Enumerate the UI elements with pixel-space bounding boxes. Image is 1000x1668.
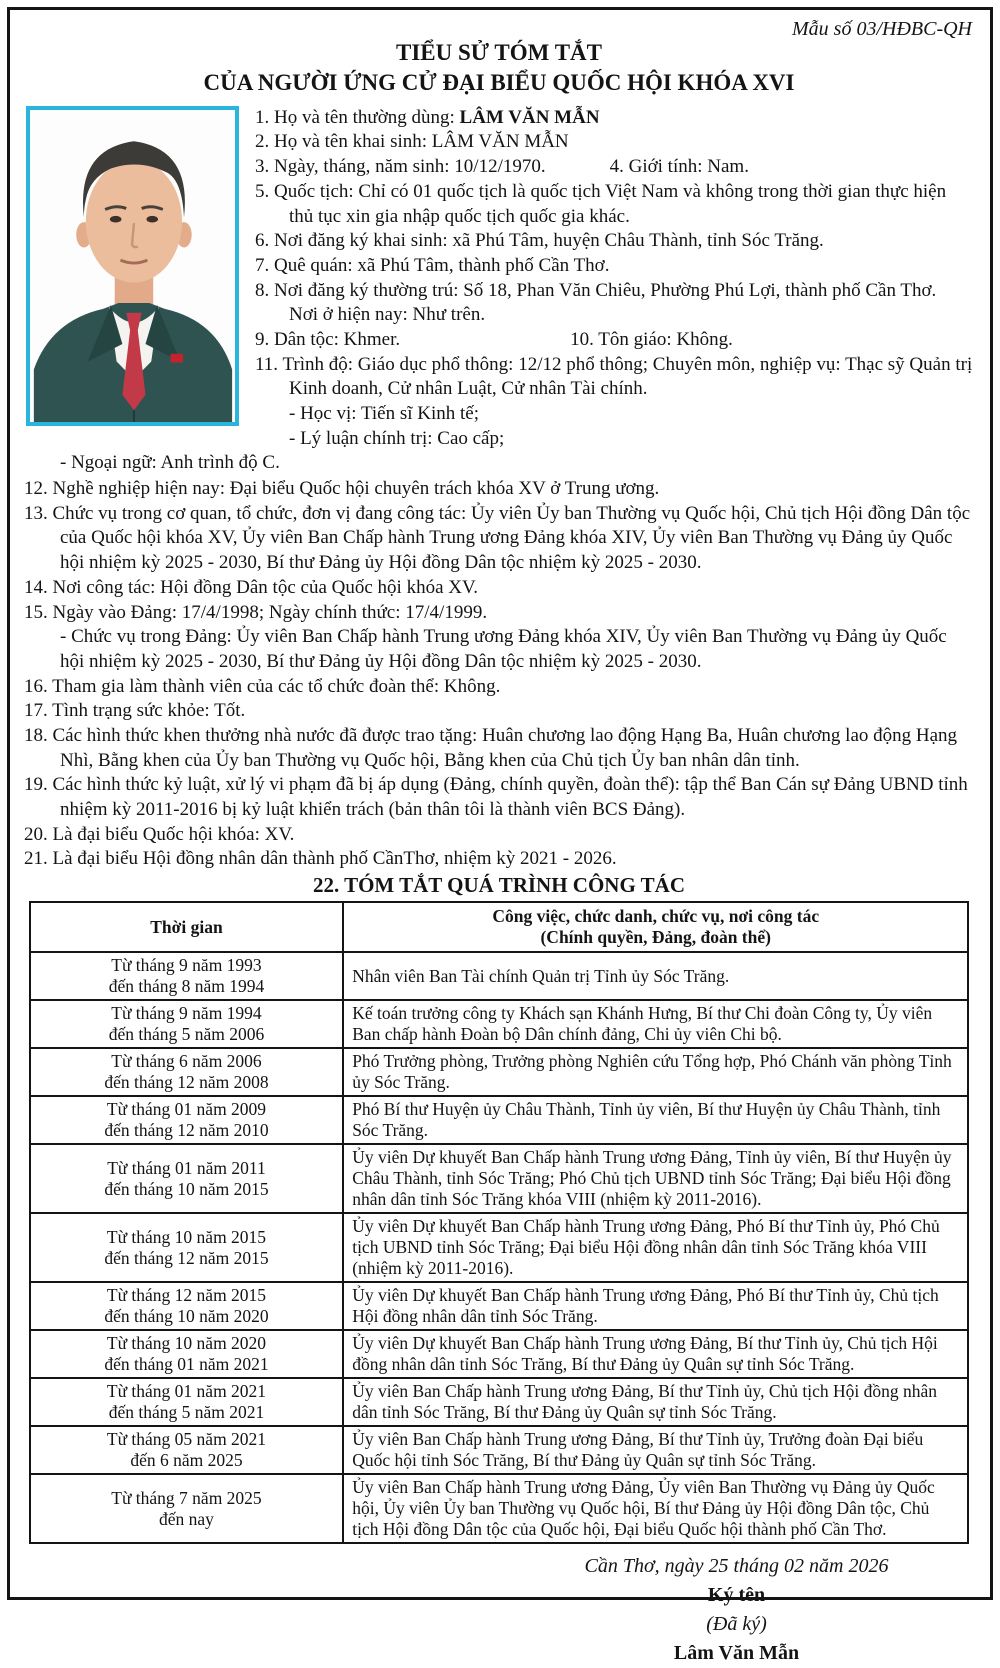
job-cell: Ủy viên Ban Chấp hành Trung ương Đảng, Bí thư Tỉnh ủy, Trưởng đoàn Đại biểu Quốc hội tỉnh Sóc Trăng, Bí thư Đảng ủy Quân sự tỉnh Sóc Trăng. — [343, 1426, 968, 1474]
table-row — [30, 1378, 969, 1426]
form-number: Mẫu số 03/HĐBC-QH — [792, 18, 972, 40]
job-cell: Ủy viên Dự khuyết Ban Chấp hành Trung ương Đảng, Tỉnh ủy viên, Bí thư Huyện ủy Châu Thành, tỉnh Sóc Trăng; Phó Chủ tịch UBND tỉnh Sóc Trăng; Đại biểu Hội đồng nhân dân tỉnh Sóc Trăng khóa VIII (nhiệm kỳ 2011-2016). — [343, 1144, 968, 1213]
time-line: đến tháng 5 năm 2006 — [108, 1024, 265, 1045]
time-line: Từ tháng 9 năm 1993 — [111, 955, 262, 976]
item-text: Tình trạng sức khỏe: Tốt. — [52, 700, 246, 722]
job-cell: Phó Bí thư Huyện ủy Châu Thành, Tỉnh ủy viên, Bí thư Huyện ủy Châu Thành, tỉnh Sóc Trăng. — [343, 1096, 968, 1144]
signature-name: Lâm Văn Mẫn — [673, 1642, 800, 1665]
item-bold-value: LÂM VĂN MẪN — [459, 106, 600, 128]
table-row — [30, 952, 969, 1000]
item-number: 12. — [24, 478, 53, 500]
item-number: 20. — [24, 823, 53, 845]
document-sheet — [7, 7, 993, 1665]
career-section-title: 22. TÓM TẮT QUÁ TRÌNH CÔNG TÁC — [312, 873, 686, 898]
career-table-header-row — [30, 902, 969, 952]
item-number: 16. — [24, 675, 53, 697]
job-cell: Ủy viên Dự khuyết Ban Chấp hành Trung ương Đảng, Phó Bí thư Tỉnh ủy, Phó Chủ tịch UBND tỉnh Sóc Trăng; Đại biểu Hội đồng nhân dân tỉnh Sóc Trăng khóa VIII (nhiệm kỳ 2011-2016). — [343, 1213, 968, 1282]
item-sub-line: - Lý luận chính trị: Cao cấp; — [289, 427, 505, 449]
document-title-line1: TIỂU SỬ TÓM TẮT — [396, 40, 602, 65]
time-line: đến tháng 10 năm 2015 — [104, 1178, 269, 1199]
bio-item — [24, 773, 974, 822]
table-row — [30, 1144, 969, 1213]
bio-item — [255, 353, 974, 402]
table-row — [30, 1048, 969, 1096]
bio-item — [24, 576, 974, 601]
table-header-job-line1: Công việc, chức danh, chức vụ, nơi công tác — [492, 906, 820, 927]
item-text: Quê quán: xã Phú Tâm, thành phố Cần Thơ. — [274, 254, 610, 276]
candidate-photo — [26, 106, 239, 426]
time-line: Từ tháng 05 năm 2021 — [106, 1429, 267, 1450]
item-number: 18. — [24, 724, 53, 746]
inline-item-text: 10. Tôn giáo: Không. — [570, 328, 733, 350]
time-line: đến tháng 01 năm 2021 — [104, 1354, 269, 1375]
signature-label: Ký tên — [707, 1584, 766, 1607]
time-line: đến tháng 12 năm 2010 — [104, 1120, 269, 1141]
item-text: Các hình thức kỷ luật, xử lý vi phạm đã bị áp dụng (Đảng, chính quyền, đoàn thể): tập thể Ban Cán sự Đảng UBND tỉnh nhiệm kỳ 2011-2016 bị kỷ luật khiển trách (bản thân tôi là thành viên BCS Đảng). — [52, 774, 968, 821]
item-number: 5. — [255, 180, 274, 202]
item-number: 2. — [255, 131, 274, 153]
item-number: 21. — [24, 848, 53, 870]
time-cell — [30, 1474, 343, 1543]
time-cell — [30, 1330, 343, 1378]
time-line: đến tháng 5 năm 2021 — [108, 1402, 265, 1423]
table-row — [30, 1000, 969, 1048]
table-row — [30, 1474, 969, 1543]
document-title-line2: CỦA NGƯỜI ỨNG CỬ ĐẠI BIỂU QUỐC HỘI KHÓA XVI — [203, 69, 795, 95]
job-cell: Kế toán trưởng công ty Khách sạn Khánh Hưng, Bí thư Chi đoàn Công ty, Ủy viên Ban chấp hành Đoàn bộ Dân chính đảng, Chi ủy viên Chi bộ. — [343, 1000, 968, 1048]
bio-item — [24, 675, 974, 700]
bio-item — [255, 279, 974, 304]
item-sub-line: Nơi ở hiện nay: Như trên. — [289, 304, 486, 326]
language-line: - Ngoại ngữ: Anh trình độ C. — [60, 452, 280, 474]
item-number: 19. — [24, 774, 53, 796]
table-header-job — [343, 902, 968, 952]
item-sub-line: - Chức vụ trong Đảng: Ủy viên Ban Chấp hành Trung ương Đảng khóa XIV, Ủy viên Ban Thường vụ Đảng ủy Quốc hội nhiệm kỳ 2025 - 2030, Bí thư Đảng ủy Hội đồng Dân tộc nhiệm kỳ 2025 - 2030. — [60, 626, 947, 672]
bio-item — [24, 601, 974, 626]
table-header-time: Thời gian — [30, 902, 343, 952]
time-cell — [30, 1213, 343, 1282]
portrait-illustration — [30, 110, 235, 422]
table-row — [30, 1330, 969, 1378]
table-row — [30, 1426, 969, 1474]
bio-item — [255, 328, 974, 353]
bio-item — [24, 502, 974, 576]
table-row — [30, 1096, 969, 1144]
item-text: Quốc tịch: Chỉ có 01 quốc tịch là quốc tịch Việt Nam và không trong thời gian thực hiện thủ tục xin gia nhập quốc tịch quốc gia khác. — [274, 180, 947, 227]
time-cell — [30, 1096, 343, 1144]
career-table-body — [30, 952, 969, 1543]
item-number: 1. — [255, 106, 274, 128]
time-cell — [30, 1144, 343, 1213]
career-table — [29, 901, 970, 1544]
item-text: Họ và tên thường dùng: — [274, 106, 460, 128]
signature-block — [518, 1552, 955, 1668]
time-cell — [30, 1000, 343, 1048]
time-line: Từ tháng 9 năm 1994 — [111, 1003, 262, 1024]
item-text: Chức vụ trong cơ quan, tổ chức, đơn vị đang công tác: Ủy viên Ủy ban Thường vụ Quốc hội, Chủ tịch Hội đồng Dân tộc của Quốc hội khóa XV, Ủy viên Ban Chấp hành Trung ương Đảng khóa XIV, Ủy viên Ban Thường vụ Đảng ủy Quốc hội nhiệm kỳ 2025 - 2030, Bí thư Đảng ủy Hội đồng Dân tộc nhiệm kỳ 2025 - 2030. — [52, 502, 971, 574]
job-cell: Ủy viên Dự khuyết Ban Chấp hành Trung ương Đảng, Bí thư Tỉnh ủy, Chủ tịch Hội đồng nhân dân tỉnh Sóc Trăng, Bí thư Đảng ủy Quân sự tỉnh Sóc Trăng. — [343, 1330, 968, 1378]
item-number: 8. — [255, 279, 274, 301]
job-cell: Nhân viên Ban Tài chính Quản trị Tỉnh ủy Sóc Trăng. — [343, 952, 968, 1000]
bio-item — [255, 229, 974, 254]
time-line: Từ tháng 01 năm 2011 — [107, 1157, 266, 1178]
item-text: Nơi đăng ký khai sinh: xã Phú Tâm, huyện Châu Thành, tỉnh Sóc Trăng. — [274, 230, 824, 252]
time-line: đến nay — [159, 1508, 214, 1529]
table-row — [30, 1213, 969, 1282]
item-text: Là đại biểu Hội đồng nhân dân thành phố CầnThơ, nhiệm kỳ 2021 - 2026. — [52, 848, 617, 870]
item-text: Họ và tên khai sinh: LÂM VĂN MẪN — [274, 131, 569, 153]
time-line: Từ tháng 12 năm 2015 — [106, 1285, 267, 1306]
table-header-job-line2: (Chính quyền, Đảng, đoàn thể) — [540, 927, 771, 948]
item-text: Là đại biểu Quốc hội khóa: XV. — [52, 823, 295, 845]
item-text: Nơi đăng ký thường trú: Số 18, Phan Văn Chiêu, Phường Phú Lợi, thành phố Cần Thơ. — [274, 279, 937, 301]
item-text: Tham gia làm thành viên của các tổ chức đoàn thể: Không. — [52, 675, 501, 697]
bio-items-beside-photo — [239, 106, 974, 452]
signature-place-date: Cần Thơ, ngày 25 tháng 02 năm 2026 — [584, 1555, 889, 1578]
bio-item — [24, 847, 974, 872]
document-title — [24, 38, 974, 98]
item-number: 7. — [255, 254, 274, 276]
bio-item — [255, 180, 974, 229]
bio-item — [255, 254, 974, 279]
item-sub-line: - Học vị: Tiến sĩ Kinh tế; — [289, 403, 480, 425]
bio-item — [255, 106, 974, 131]
bio-items-full-width — [24, 477, 974, 872]
signature-signed-note: (Đã ký) — [706, 1613, 767, 1636]
time-line: đến tháng 12 năm 2008 — [104, 1072, 269, 1093]
table-row — [30, 1282, 969, 1330]
time-cell — [30, 1282, 343, 1330]
job-cell: Ủy viên Ban Chấp hành Trung ương Đảng, Ủy viên Ban Thường vụ Đảng ủy Quốc hội, Ủy viên Ủy ban Thường vụ Quốc hội, Bí thư Đảng ủy Hội đồng Dân tộc, Chủ tịch Hội đồng Dân tộc của Quốc hội, Đại biểu Quốc hội thành phố Cần Thơ. — [343, 1474, 968, 1543]
time-line: đến tháng 10 năm 2020 — [104, 1306, 269, 1327]
inline-item-text: 4. Giới tính: Nam. — [609, 156, 749, 178]
item-number: 13. — [24, 502, 53, 524]
bio-item — [24, 699, 974, 724]
item-number: 6. — [255, 230, 274, 252]
bio-item — [255, 155, 974, 180]
time-line: đến tháng 8 năm 1994 — [108, 976, 265, 997]
item-number: 17. — [24, 700, 53, 722]
item-number: 11. — [255, 353, 283, 375]
item-text: Các hình thức khen thưởng nhà nước đã được trao tặng: Huân chương lao động Hạng Ba, Huân chương lao động Hạng Nhì, Bằng khen của Ủy ban Thường vụ Quốc hội, Bằng khen của Chủ tịch Ủy ban nhân dân tỉnh. — [52, 724, 958, 771]
job-cell: Phó Trưởng phòng, Trưởng phòng Nghiên cứu Tổng hợp, Phó Chánh văn phòng Tỉnh ủy Sóc Trăng. — [343, 1048, 968, 1096]
time-line: Từ tháng 01 năm 2021 — [106, 1381, 267, 1402]
time-line: Từ tháng 10 năm 2020 — [106, 1333, 267, 1354]
job-cell: Ủy viên Dự khuyết Ban Chấp hành Trung ương Đảng, Phó Bí thư Tỉnh ủy, Chủ tịch Hội đồng nhân dân tỉnh Sóc Trăng. — [343, 1282, 968, 1330]
item-number: 14. — [24, 576, 53, 598]
item-number: 15. — [24, 601, 53, 623]
time-cell — [30, 1426, 343, 1474]
bio-item — [24, 823, 974, 848]
time-cell — [30, 1378, 343, 1426]
top-section — [24, 106, 974, 452]
time-line: Từ tháng 6 năm 2006 — [111, 1051, 262, 1072]
bio-item — [24, 477, 974, 502]
item-text: Ngày vào Đảng: 17/4/1998; Ngày chính thức: 17/4/1999. — [52, 601, 488, 623]
time-line: Từ tháng 01 năm 2009 — [106, 1099, 267, 1120]
time-line: Từ tháng 7 năm 2025 — [111, 1487, 262, 1508]
item-text: Trình độ: Giáo dục phổ thông: 12/12 phổ thông; Chuyên môn, nghiệp vụ: Thạc sỹ Quản trị Kinh doanh, Cử nhân Luật, Cử nhân Tài chính. — [282, 353, 973, 400]
bio-item — [24, 724, 974, 773]
item-number: 9. — [255, 328, 274, 350]
time-line: đến 6 năm 2025 — [130, 1450, 243, 1471]
item-text: Dân tộc: Khmer. — [274, 328, 401, 350]
item-text: Nơi công tác: Hội đồng Dân tộc của Quốc hội khóa XV. — [52, 576, 478, 598]
item-number: 3. — [255, 156, 274, 178]
item-text: Nghề nghiệp hiện nay: Đại biểu Quốc hội chuyên trách khóa XV ở Trung ương. — [52, 478, 660, 500]
time-cell — [30, 952, 343, 1000]
time-line: đến tháng 12 năm 2015 — [104, 1247, 269, 1268]
time-cell — [30, 1048, 343, 1096]
time-line: Từ tháng 10 năm 2015 — [106, 1226, 267, 1247]
item-text: Ngày, tháng, năm sinh: 10/12/1970. — [274, 156, 546, 178]
bio-item — [255, 130, 974, 155]
job-cell: Ủy viên Ban Chấp hành Trung ương Đảng, Bí thư Tỉnh ủy, Chủ tịch Hội đồng nhân dân tỉnh Sóc Trăng, Bí thư Đảng ủy Quân sự tỉnh Sóc Trăng. — [343, 1378, 968, 1426]
